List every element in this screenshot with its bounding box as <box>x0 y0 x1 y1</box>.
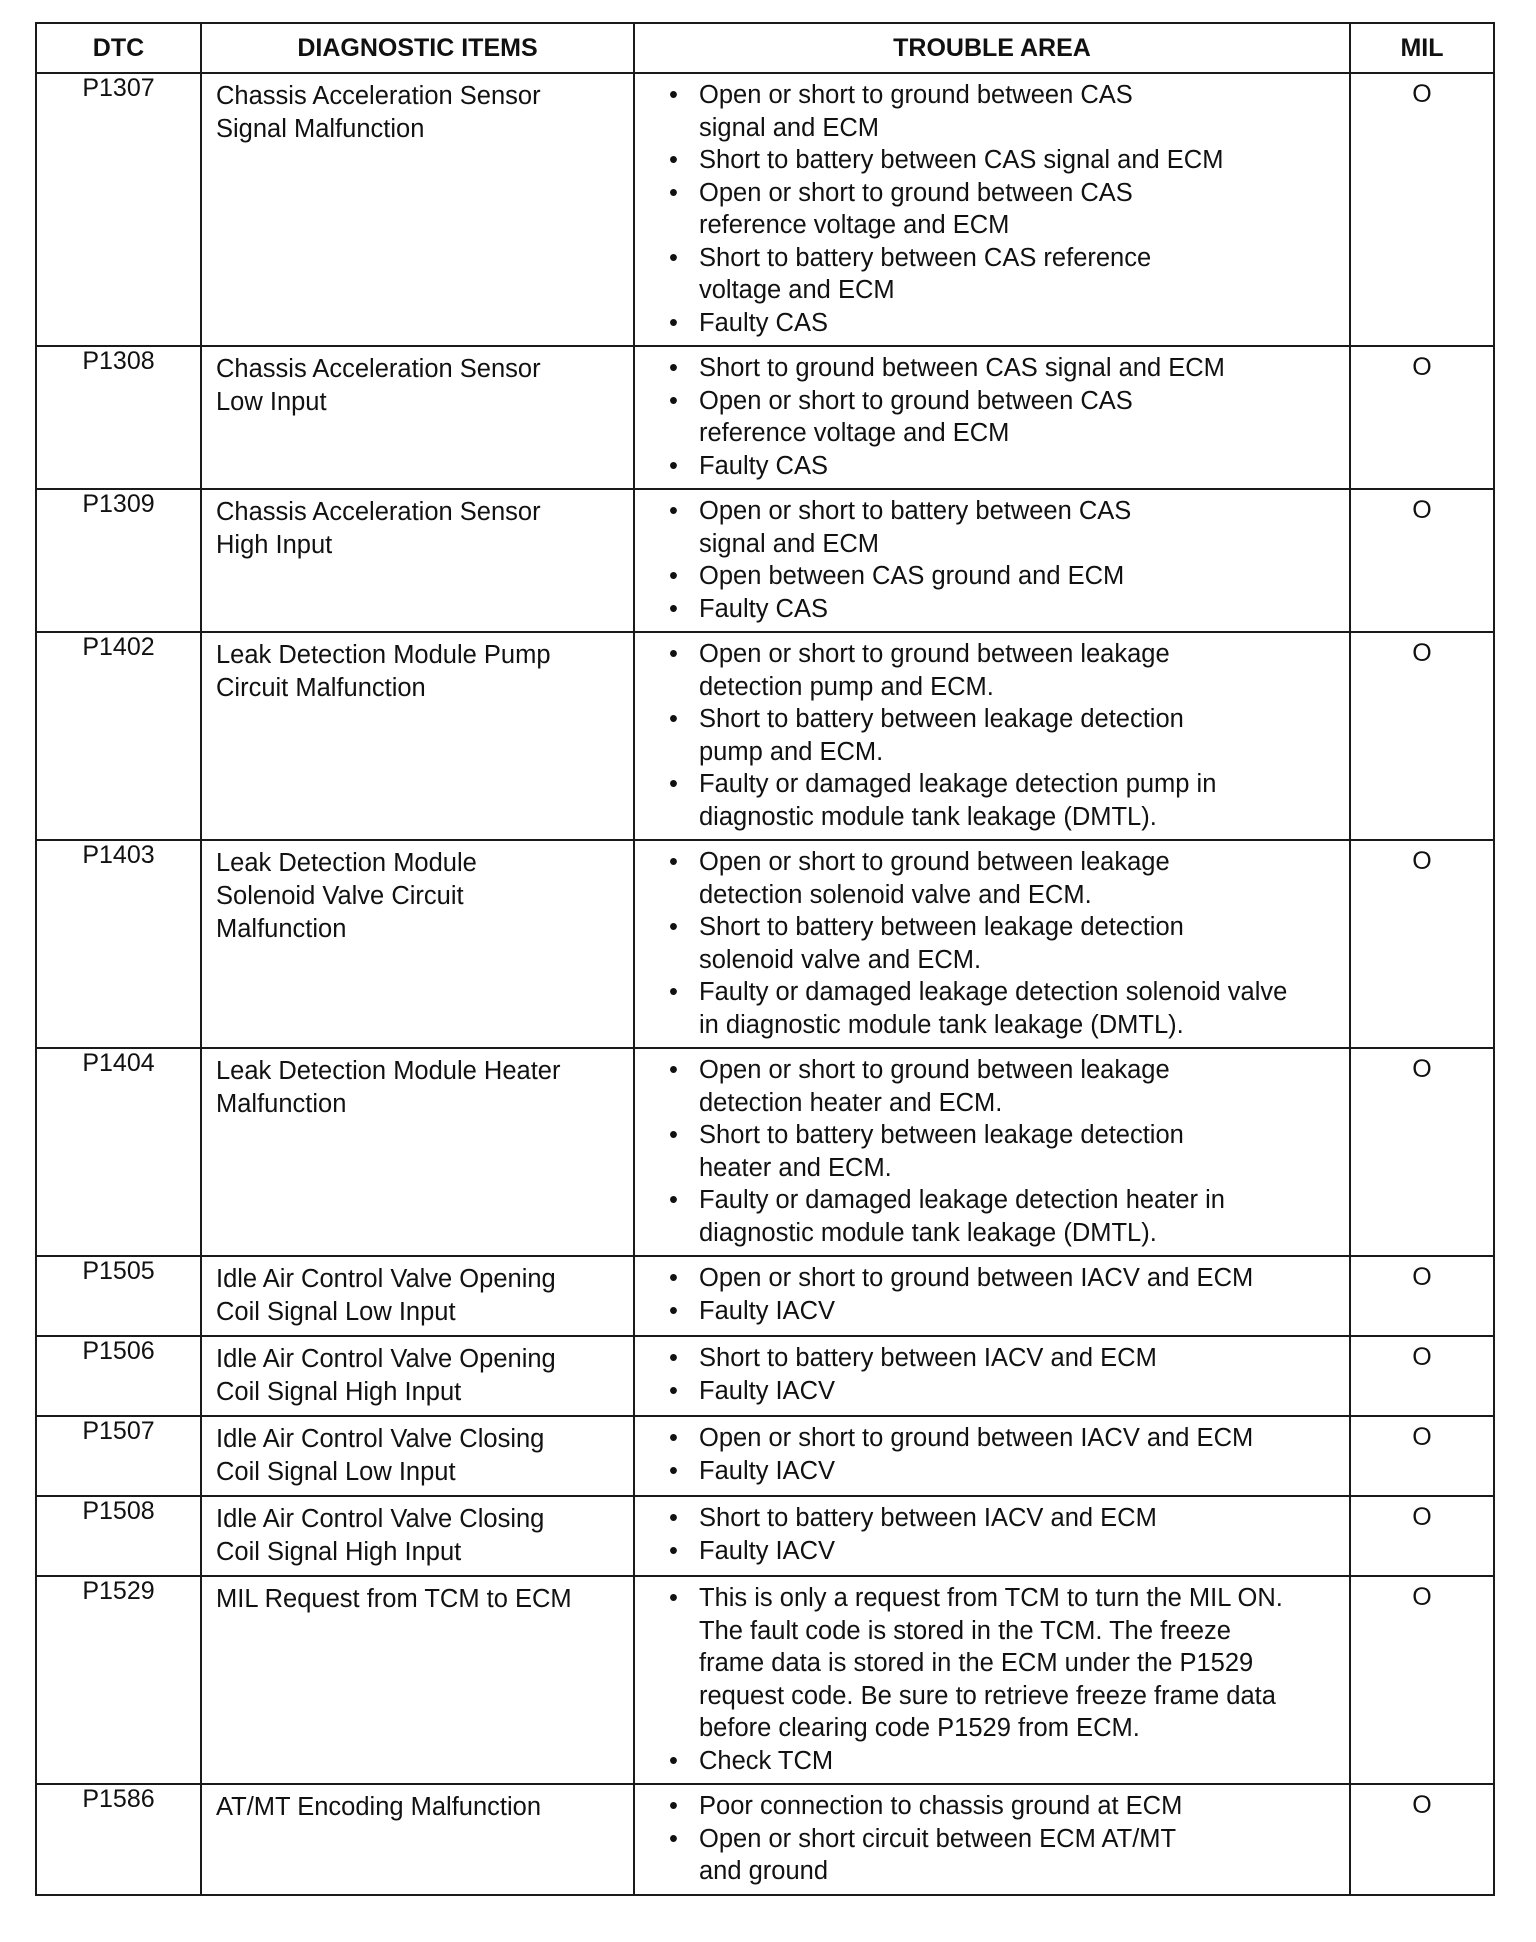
table-row <box>36 1416 1494 1496</box>
trouble-area <box>634 632 1350 840</box>
dtc-code: P1586 <box>36 1784 201 1895</box>
trouble-list-item: • Short to battery between leakage detection heater and ECM. <box>669 1119 1343 1184</box>
trouble-list-item: • Open or short to ground between CAS signal and ECM <box>669 79 1343 144</box>
dtc-code: P1508 <box>36 1496 201 1576</box>
trouble-list <box>669 495 1343 625</box>
trouble-area <box>634 1496 1350 1576</box>
trouble-area <box>634 840 1350 1048</box>
mil-indicator: O <box>1350 632 1494 840</box>
trouble-list-item: • Faulty CAS <box>669 450 1343 483</box>
dtc-code: P1307 <box>36 73 201 346</box>
table-row <box>36 1256 1494 1336</box>
diagnostic-item: Idle Air Control Valve Closing Coil Signal High Input <box>201 1496 634 1576</box>
trouble-list-item: • Faulty CAS <box>669 307 1343 340</box>
dtc-code: P1507 <box>36 1416 201 1496</box>
trouble-list <box>669 1262 1343 1327</box>
trouble-list-item: • Faulty IACV <box>669 1295 1343 1328</box>
trouble-list-item: • Faulty IACV <box>669 1375 1343 1408</box>
trouble-list-item: • Faulty IACV <box>669 1535 1343 1568</box>
trouble-list-item: • Open or short to ground between IACV and ECM <box>669 1262 1343 1295</box>
trouble-list <box>669 1502 1343 1567</box>
table-row <box>36 632 1494 840</box>
trouble-area <box>634 1048 1350 1256</box>
trouble-list-item: • Short to ground between CAS signal and ECM <box>669 352 1343 385</box>
trouble-list-item: • Open or short to ground between leakage detection heater and ECM. <box>669 1054 1343 1119</box>
trouble-area <box>634 1576 1350 1784</box>
trouble-area <box>634 1336 1350 1416</box>
header-mil: MIL <box>1350 23 1494 73</box>
trouble-list-item: • Poor connection to chassis ground at ECM <box>669 1790 1343 1823</box>
table-row <box>36 1496 1494 1576</box>
diagnostic-item: Chassis Acceleration Sensor Signal Malfunction <box>201 73 634 346</box>
trouble-list-item: • Short to battery between IACV and ECM <box>669 1342 1343 1375</box>
header-diagnostic-items: DIAGNOSTIC ITEMS <box>201 23 634 73</box>
mil-indicator: O <box>1350 489 1494 632</box>
header-row <box>36 23 1494 73</box>
table-row <box>36 1784 1494 1895</box>
diagnostic-item: AT/MT Encoding Malfunction <box>201 1784 634 1895</box>
trouble-area <box>634 1784 1350 1895</box>
table-row <box>36 346 1494 489</box>
dtc-code: P1403 <box>36 840 201 1048</box>
diagnostic-item: Leak Detection Module Solenoid Valve Circuit Malfunction <box>201 840 634 1048</box>
mil-indicator: O <box>1350 1416 1494 1496</box>
dtc-table <box>35 22 1495 1896</box>
trouble-list <box>669 352 1343 482</box>
trouble-area <box>634 73 1350 346</box>
trouble-list <box>669 1790 1343 1888</box>
table-header <box>36 23 1494 73</box>
diagnostic-item: Idle Air Control Valve Closing Coil Signal Low Input <box>201 1416 634 1496</box>
mil-indicator: O <box>1350 73 1494 346</box>
header-dtc: DTC <box>36 23 201 73</box>
table-row <box>36 73 1494 346</box>
dtc-code: P1309 <box>36 489 201 632</box>
mil-indicator: O <box>1350 1048 1494 1256</box>
dtc-code: P1404 <box>36 1048 201 1256</box>
trouble-list-item: • Short to battery between CAS signal and ECM <box>669 144 1343 177</box>
diagnostic-item: MIL Request from TCM to ECM <box>201 1576 634 1784</box>
trouble-list-item: • Faulty or damaged leakage detection heater in diagnostic module tank leakage (DMTL). <box>669 1184 1343 1249</box>
table-body <box>36 73 1494 1895</box>
mil-indicator: O <box>1350 840 1494 1048</box>
trouble-area <box>634 1416 1350 1496</box>
table-row <box>36 1576 1494 1784</box>
trouble-list-item: • Short to battery between IACV and ECM <box>669 1502 1343 1535</box>
mil-indicator: O <box>1350 346 1494 489</box>
trouble-list-item: • Faulty or damaged leakage detection solenoid valve in diagnostic module tank leakage (DMTL). <box>669 976 1343 1041</box>
mil-indicator: O <box>1350 1256 1494 1336</box>
trouble-list-item: • Short to battery between leakage detection pump and ECM. <box>669 703 1343 768</box>
trouble-list-item: • This is only a request from TCM to turn the MIL ON. The fault code is stored in the TCM. The freeze frame data is stored in the ECM under the P1529 request code. Be sure to retrieve freeze frame data before clearing code P1529 from ECM. <box>669 1582 1343 1745</box>
diagnostic-item: Leak Detection Module Heater Malfunction <box>201 1048 634 1256</box>
trouble-list-item: • Faulty CAS <box>669 593 1343 626</box>
trouble-list <box>669 846 1343 1041</box>
trouble-list-item: • Short to battery between leakage detection solenoid valve and ECM. <box>669 911 1343 976</box>
dtc-code: P1506 <box>36 1336 201 1416</box>
dtc-code: P1529 <box>36 1576 201 1784</box>
trouble-list-item: • Open or short circuit between ECM AT/MT and ground <box>669 1823 1343 1888</box>
trouble-list-item: • Faulty IACV <box>669 1455 1343 1488</box>
table-row <box>36 489 1494 632</box>
trouble-area <box>634 489 1350 632</box>
trouble-list <box>669 1422 1343 1487</box>
trouble-list <box>669 1342 1343 1407</box>
trouble-list-item: • Open or short to ground between leakage detection pump and ECM. <box>669 638 1343 703</box>
trouble-list-item: • Open or short to ground between CAS reference voltage and ECM <box>669 385 1343 450</box>
dtc-code: P1308 <box>36 346 201 489</box>
table-row <box>36 840 1494 1048</box>
trouble-list <box>669 1582 1343 1777</box>
table-row <box>36 1336 1494 1416</box>
trouble-area <box>634 346 1350 489</box>
header-trouble-area: TROUBLE AREA <box>634 23 1350 73</box>
trouble-list-item: • Open or short to ground between leakage detection solenoid valve and ECM. <box>669 846 1343 911</box>
trouble-list-item: • Open or short to battery between CAS signal and ECM <box>669 495 1343 560</box>
trouble-list-item: • Open or short to ground between IACV and ECM <box>669 1422 1343 1455</box>
table-row <box>36 1048 1494 1256</box>
mil-indicator: O <box>1350 1576 1494 1784</box>
dtc-code: P1505 <box>36 1256 201 1336</box>
trouble-list-item: • Open between CAS ground and ECM <box>669 560 1343 593</box>
diagnostic-item: Leak Detection Module Pump Circuit Malfunction <box>201 632 634 840</box>
trouble-list <box>669 79 1343 339</box>
trouble-list-item: • Check TCM <box>669 1745 1343 1778</box>
mil-indicator: O <box>1350 1496 1494 1576</box>
diagnostic-item: Chassis Acceleration Sensor High Input <box>201 489 634 632</box>
mil-indicator: O <box>1350 1336 1494 1416</box>
diagnostic-item: Idle Air Control Valve Opening Coil Signal Low Input <box>201 1256 634 1336</box>
trouble-list <box>669 1054 1343 1249</box>
trouble-list-item: • Short to battery between CAS reference voltage and ECM <box>669 242 1343 307</box>
trouble-list <box>669 638 1343 833</box>
mil-indicator: O <box>1350 1784 1494 1895</box>
trouble-list-item: • Open or short to ground between CAS reference voltage and ECM <box>669 177 1343 242</box>
trouble-area <box>634 1256 1350 1336</box>
diagnostic-item: Chassis Acceleration Sensor Low Input <box>201 346 634 489</box>
diagnostic-item: Idle Air Control Valve Opening Coil Signal High Input <box>201 1336 634 1416</box>
trouble-list-item: • Faulty or damaged leakage detection pump in diagnostic module tank leakage (DMTL). <box>669 768 1343 833</box>
dtc-code: P1402 <box>36 632 201 840</box>
